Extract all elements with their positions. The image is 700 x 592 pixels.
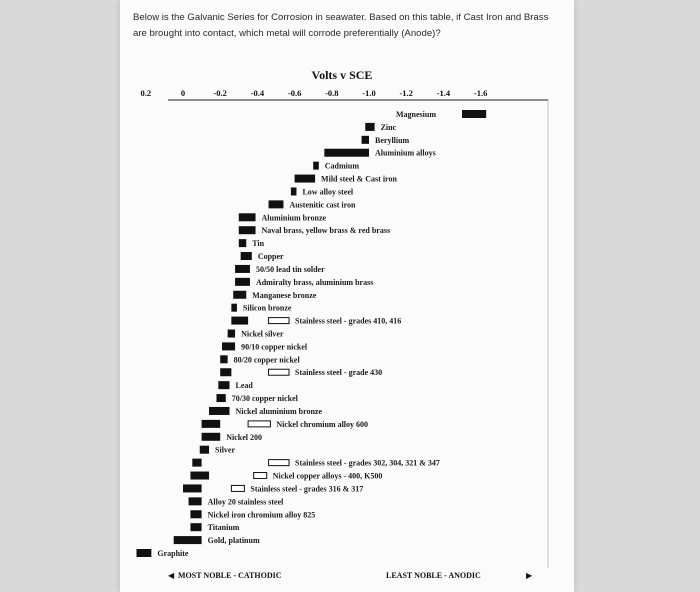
series-bar: [239, 213, 256, 221]
question-text: Below is the Galvanic Series for Corrosion in seawater. Based on this table, if Cast Iron and Brass are brought into contact, which metal will corrode preferentially (Anode)?: [133, 12, 549, 39]
series-bar: [324, 149, 369, 157]
series-bar: [174, 536, 202, 544]
series-label: Nickel aluminium bronze: [235, 406, 323, 416]
series-label: Silver: [215, 445, 236, 455]
series-label: Stainless steel - grades 316 & 317: [250, 484, 364, 494]
series-label: Cadmium: [324, 161, 360, 171]
series-bar: [190, 523, 201, 531]
right-arrow-icon: ▶: [526, 571, 533, 580]
series-label: Titanium: [207, 523, 240, 533]
series-label: Manganese bronze: [252, 290, 317, 300]
series-bar: [202, 433, 221, 441]
series-bar: [222, 342, 235, 350]
series-bar: [313, 162, 319, 170]
series-label: Naval brass, yellow brass & red brass: [261, 226, 391, 236]
series-label: Graphite: [157, 549, 189, 558]
series-label: Gold, platinum: [207, 536, 260, 546]
series-bar: [233, 291, 246, 299]
series-bar: [209, 407, 229, 415]
series-label: Nickel copper alloys - 400, K500: [272, 471, 383, 481]
chart-title: Volts v SCE: [311, 68, 373, 82]
series-label: Stainless steel - grade 430: [295, 368, 383, 378]
series-bar-active: [269, 369, 289, 375]
right-axis-note: LEAST NOBLE - ANODIC: [386, 571, 481, 580]
series-bar: [202, 420, 221, 428]
x-tick-label: -0.2: [213, 88, 227, 98]
series-label: Nickel chromium alloy 600: [276, 419, 369, 429]
series-bar: [291, 187, 297, 195]
series-label: 50/50 lead tin solder: [255, 264, 325, 274]
series-bar-active: [269, 460, 289, 466]
series-bar: [231, 304, 237, 312]
series-label: Admiralty brass, aluminium brass: [255, 277, 374, 287]
series-bar: [241, 252, 252, 260]
series-bar: [218, 381, 229, 389]
series-label: 90/10 copper nickel: [241, 342, 308, 352]
series-label: Aluminium bronze: [261, 213, 327, 223]
series-label: Copper: [257, 252, 284, 262]
series-label: Magnesium: [396, 110, 436, 119]
series-label: Silicon bronze: [242, 303, 292, 313]
series-bar: [189, 497, 202, 505]
series-label: Nickel iron chromium alloy 825: [207, 510, 316, 520]
x-tick-label: -0.4: [250, 88, 265, 98]
series-bar: [216, 394, 225, 402]
series-bar-active: [248, 421, 270, 427]
x-tick-labels: [140, 88, 487, 98]
series-label: Zinc: [380, 122, 397, 132]
x-tick-label: -1.6: [473, 88, 488, 98]
series-label: 80/20 copper nickel: [233, 355, 300, 365]
series-label: Stainless steel - grades 410, 416: [295, 316, 402, 326]
series-label: Beryllium: [375, 135, 410, 145]
left-axis-note: MOST NOBLE - CATHODIC: [178, 571, 282, 580]
series-label: Mild steel & Cast iron: [321, 174, 397, 184]
series-label: Nickel 200: [226, 432, 262, 442]
x-tick-label: -1.0: [362, 88, 376, 98]
series-bar: [365, 123, 374, 131]
series-bar: [183, 484, 202, 492]
series-bar: [362, 136, 369, 144]
series-bar: [295, 175, 315, 183]
series-label: Tin: [252, 239, 265, 249]
x-tick-label: -1.2: [399, 88, 413, 98]
x-tick-label: -1.4: [436, 88, 451, 98]
series-label: Low alloy steel: [302, 187, 354, 197]
series-bar: [200, 446, 209, 454]
series-bar: [239, 226, 256, 234]
x-tick-label: 0: [180, 88, 186, 98]
x-tick-label: 0.2: [140, 88, 152, 98]
series-label: Stainless steel - grades 302, 304, 321 & 347: [295, 458, 440, 468]
series-bar: [137, 549, 152, 557]
series-bar: [231, 317, 248, 325]
series-bar: [192, 459, 201, 467]
series-bar-active: [254, 473, 267, 479]
series-bar: [235, 265, 250, 273]
series-bar-active: [269, 318, 289, 324]
series-bar: [190, 510, 201, 518]
series-bar: [190, 472, 209, 480]
series-label: Nickel silver: [241, 329, 284, 339]
left-arrow-icon: ◀: [168, 571, 175, 580]
series-bar-active: [231, 485, 244, 491]
series-bar: [462, 110, 486, 118]
series-label: Austenitic cast iron: [289, 200, 356, 210]
series-bar: [239, 239, 246, 247]
x-tick-label: -0.6: [287, 88, 302, 98]
series-label: Alloy 20 stainless steel: [207, 497, 284, 507]
series-bar: [228, 330, 235, 338]
x-tick-label: -0.8: [325, 88, 339, 98]
series-label: 70/30 copper nickel: [231, 394, 298, 404]
series-bar: [220, 355, 227, 363]
series-bar: [269, 200, 284, 208]
series-bar: [220, 368, 231, 376]
series-label: Aluminium alloys: [375, 148, 436, 158]
series-bar: [235, 278, 250, 286]
series-label: Lead: [235, 381, 253, 391]
